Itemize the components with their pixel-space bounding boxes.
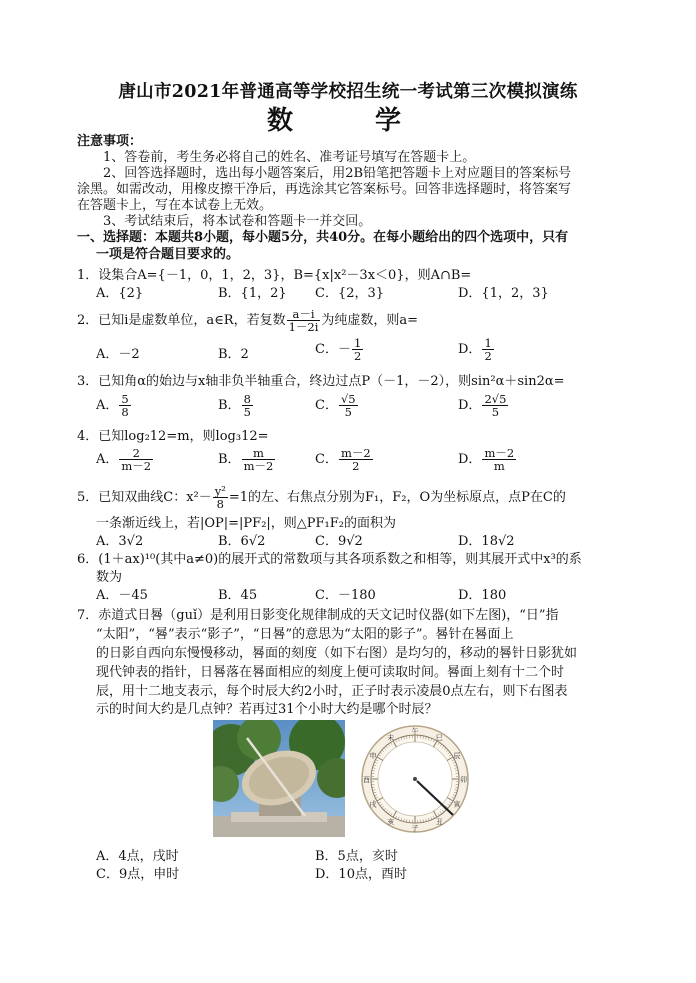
dial-branch-label: 寅 — [453, 800, 461, 809]
q3-a-fraction — [119, 393, 130, 418]
q3-option-d — [458, 393, 509, 418]
q4-a-fraction — [119, 447, 153, 472]
q4-c-fraction — [339, 447, 373, 472]
sundial-photo — [213, 720, 345, 837]
q3-c-num: √5 — [340, 392, 356, 406]
sundial-dial-figure — [360, 722, 470, 836]
note-2b: 涂黑。如需改动，用橡皮擦干净后，再选涂其它答案标号。回答非选择题时，将答案写 — [77, 182, 572, 197]
q3-d-fraction — [482, 393, 508, 418]
q4-c-den: 2 — [352, 459, 360, 473]
q5-fraction — [213, 485, 228, 510]
q5-stem-pre: 5．已知双曲线C：x²－ — [77, 490, 212, 505]
note-3: 3、考试结束后，将本试卷和答题卡一并交回。 — [103, 214, 372, 229]
q2-c-den: 2 — [353, 349, 362, 363]
q2-c-fraction — [352, 337, 363, 362]
q4-option-b — [218, 447, 276, 472]
sundial-dial-art — [360, 722, 470, 836]
q3-d-num: 2√5 — [484, 392, 507, 406]
q4-a-num: 2 — [119, 447, 153, 460]
q4-d-num: m－2 — [484, 446, 515, 460]
q4-a-prefix: A． — [96, 452, 119, 467]
q4-a-den: m－2 — [121, 459, 152, 473]
dial-branch-label: 亥 — [387, 818, 395, 827]
q7-line-5: 辰，用十二地支表示，每个时辰大约2小时，正子时表示凌晨0点左右，则下右图表 — [96, 684, 568, 699]
q4-c-prefix: C． — [315, 452, 338, 467]
q3-option-a — [96, 393, 132, 418]
exam-title: 唐山市2021年普通高等学校招生统一考试第三次模拟演练 — [118, 82, 578, 102]
q4-option-c — [315, 447, 374, 472]
q3-b-den: 5 — [243, 405, 251, 419]
q3-a-num: 5 — [121, 392, 129, 406]
q6-option-b: B．45 — [218, 588, 258, 603]
q7-option-b: B．5点，亥时 — [315, 849, 398, 864]
q4-d-fraction — [482, 447, 516, 472]
q3-c-prefix: C． — [315, 398, 338, 413]
q4-b-num: m — [242, 447, 276, 460]
q2-stem-post: 为纯虚数，则a= — [321, 313, 419, 328]
q5-frac-num: y² — [214, 484, 226, 498]
q4-c-num: m－2 — [340, 446, 371, 460]
q1-option-c: C．{2，3} — [315, 286, 385, 301]
q7-option-d: D．10点，酉时 — [315, 867, 407, 882]
q3-stem: 3．已知角α的始边与x轴非负半轴重合，终边过点P（－1，－2），则sin²α＋sin2α= — [77, 374, 565, 389]
q3-b-fraction — [242, 393, 253, 418]
sundial-photo-art — [213, 720, 345, 837]
q5-frac-den: 8 — [216, 497, 224, 511]
q2-d-prefix: D． — [458, 342, 482, 357]
q4-option-a — [96, 447, 154, 472]
q6-option-a: A．－45 — [96, 588, 148, 603]
q3-d-prefix: D． — [458, 398, 482, 413]
q6-option-c: C．－180 — [315, 588, 376, 603]
q3-option-b — [218, 393, 254, 418]
q3-d-den: 5 — [491, 405, 500, 419]
q4-option-d — [458, 447, 517, 472]
q5-option-d: D．18√2 — [458, 534, 515, 549]
q2-fraction — [287, 308, 321, 333]
q1-stem: 1．设集合A={－1，0，1，2，3}，B={x|x²－3x＜0}，则A∩B= — [77, 268, 472, 283]
q2-c-prefix: C．－ — [315, 342, 351, 357]
q2-stem — [77, 308, 418, 333]
dial-branch-label: 巳 — [435, 733, 443, 742]
note-1: 1、答卷前，考生务必将自己的姓名、准考证号填写在答题卡上。 — [103, 150, 476, 165]
q3-c-den: 5 — [344, 405, 352, 419]
q3-a-prefix: A． — [96, 398, 119, 413]
q7-option-c: C．9点，申时 — [96, 867, 180, 882]
q5-stem-cont: 一条渐近线上，若|OP|=|PF₂|，则△PF₁F₂的面积为 — [96, 516, 397, 531]
q7-line-1: 7．赤道式日晷（guǐ）是利用日影变化规律制成的天文记时仪器(如下左图)，“日”指 — [77, 608, 559, 623]
q3-c-fraction — [339, 393, 358, 418]
q5-stem-post: =1的左、右焦点分别为F₁，F₂，O为坐标原点，点P在C的 — [228, 490, 566, 505]
q4-d-den: m — [493, 459, 505, 473]
q1-option-a: A．{2} — [96, 286, 144, 301]
q2-option-d — [458, 337, 495, 362]
q4-stem: 4．已知log₂12=m，则log₃12= — [77, 429, 269, 444]
q7-option-a: A．4点，戌时 — [96, 849, 179, 864]
dial-branch-label: 卯 — [460, 776, 467, 784]
q4-b-fraction — [242, 447, 276, 472]
q2-c-num: 1 — [353, 336, 362, 350]
note-2c: 在答题卡上，写在本试卷上无效。 — [77, 198, 273, 213]
q2-d-fraction — [482, 337, 493, 362]
q2-frac-num: a－i — [287, 308, 321, 321]
q2-d-num: 1 — [484, 336, 492, 350]
dial-branch-label: 辰 — [453, 751, 461, 760]
notes-heading: 注意事项： — [77, 134, 143, 149]
q4-b-prefix: B． — [218, 452, 241, 467]
q5-option-a: A．3√2 — [96, 534, 144, 549]
subject-title: 数 学 — [266, 106, 429, 136]
q7-line-4: 现代钟表的指针，日晷落在晷面相应的刻度上便可读取时间。晷面上刻有十二个时 — [96, 665, 565, 680]
section-heading-cont: 一项是符合题目要求的。 — [96, 247, 240, 262]
q2-frac-den: 1－2i — [288, 320, 319, 334]
q5-option-c: C．9√2 — [315, 534, 363, 549]
q6-stem: 6．(1＋ax)¹⁰(其中a≠0)的展开式的常数项与其各项系数之和相等，则其展开式中x³的系 — [77, 552, 582, 567]
q7-line-2: “太阳”，“晷”表示“影子”，“日晷”的意思为“太阳的影子”。晷针在晷面上 — [96, 627, 514, 642]
q3-a-den: 8 — [121, 405, 129, 419]
q5-stem — [77, 485, 566, 510]
dial-branch-label: 酉 — [363, 776, 370, 784]
dial-branch-label: 丑 — [435, 818, 443, 827]
q6-stem-cont: 数为 — [96, 570, 123, 585]
section-heading: 一、选择题：本题共8小题，每小题5分，共40分。在每小题给出的四个选项中，只有 — [77, 230, 569, 245]
q2-stem-pre: 2．已知i是虚数单位，a∈R，若复数 — [77, 313, 286, 328]
q2-d-den: 2 — [484, 349, 492, 363]
dial-branch-label: 未 — [387, 733, 395, 742]
note-2a: 2、回答选择题时，选出每小题答案后，用2B铅笔把答题卡上对应题目的答案标号 — [103, 166, 572, 181]
dial-branch-label: 子 — [411, 824, 419, 833]
q4-d-prefix: D． — [458, 452, 482, 467]
q2-option-a: A．－2 — [96, 347, 140, 362]
q3-b-num: 8 — [243, 392, 251, 406]
q5-option-b: B．6√2 — [218, 534, 266, 549]
q1-option-b: B．{1，2} — [218, 286, 287, 301]
q7-line-6: 示的时间大约是几点钟？若再过31个小时大约是哪个时辰？ — [96, 702, 438, 717]
dial-branch-label: 申 — [369, 751, 377, 760]
q1-option-d: D．{1，2，3} — [458, 286, 549, 301]
q7-line-3: 的日影自西向东慢慢移动，晷面的刻度（如下右图）是均匀的，移动的晷针日影犹如 — [96, 646, 578, 661]
q2-option-b: B．2 — [218, 347, 249, 362]
q2-option-c — [315, 337, 364, 362]
dial-branch-label: 午 — [411, 727, 419, 736]
dial-branch-label: 戌 — [369, 800, 377, 809]
q4-b-den: m－2 — [243, 459, 274, 473]
q3-b-prefix: B． — [218, 398, 241, 413]
q6-option-d: D．180 — [458, 588, 507, 603]
dial-center — [413, 777, 417, 781]
q3-option-c — [315, 393, 359, 418]
